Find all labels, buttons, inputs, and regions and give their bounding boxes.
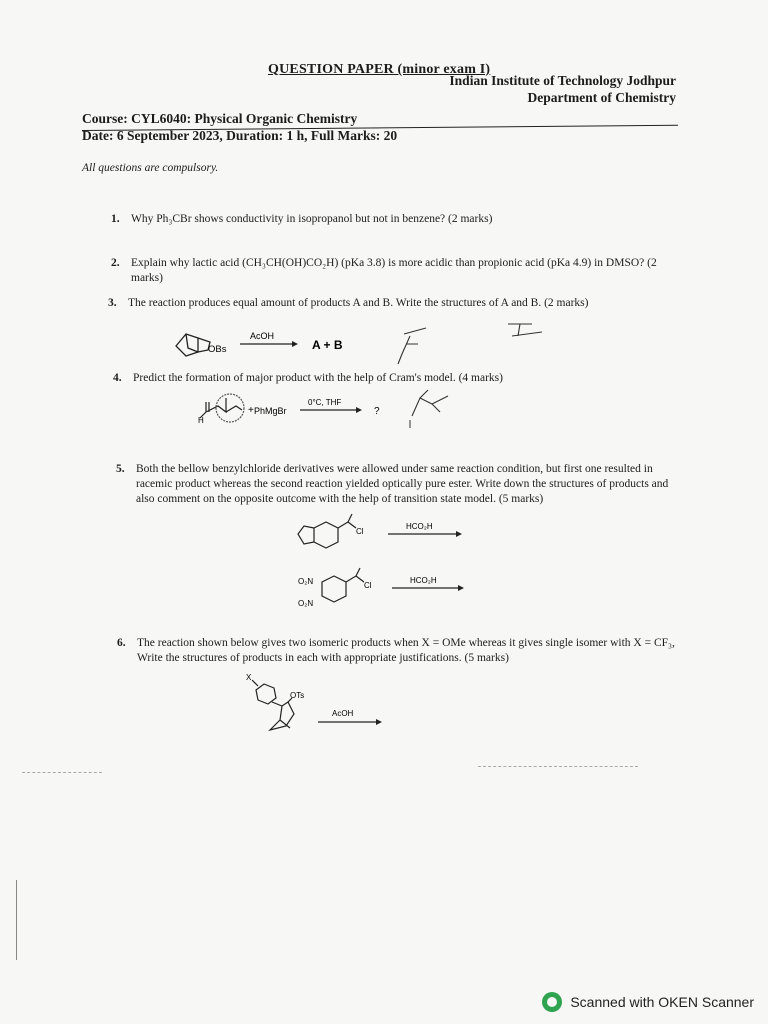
scanner-logo-icon — [542, 992, 562, 1012]
q6-reaction-scheme — [246, 672, 386, 740]
aldehyde-structure — [200, 394, 244, 422]
handwritten-mark — [508, 324, 542, 336]
products-label: A + B — [312, 338, 343, 352]
question-text: Predict the formation of major product with the help of Cram's model. (4 marks) — [133, 372, 503, 384]
leaving-group-label: OTs — [290, 691, 305, 700]
question-3 — [108, 296, 676, 311]
q3-reaction-scheme — [170, 322, 550, 372]
question-number: 3. — [108, 297, 117, 309]
scan-artifact-edge — [16, 880, 17, 960]
paper-title: QUESTION PAPER (minor exam I) — [268, 62, 491, 77]
scan-artifact-line — [478, 766, 638, 767]
conditions-label: 0°C, THF — [308, 398, 342, 407]
question-number: 5. — [116, 463, 125, 475]
institute-block — [449, 72, 676, 106]
question-2 — [111, 256, 679, 286]
course-line: Course: CYL6040: Physical Organic Chemistry — [82, 111, 358, 126]
handwritten-mark — [412, 390, 448, 416]
handwritten-mark — [398, 328, 426, 364]
scanner-watermark — [542, 992, 754, 1012]
aryl-norbornenyl-structure — [252, 680, 294, 730]
question-text: The reaction shown below gives two isomeric products when X = OMe whereas it gives single isomer with X = CF₃, Write the structures of products in each with appropriate justifications. (5 marks) — [137, 637, 675, 664]
question-number: 6. — [117, 637, 126, 649]
reagent-label: AcOH — [332, 709, 354, 718]
question-text: The reaction produces equal amount of products A and B. Write the structures of A and B. (2 marks) — [128, 297, 589, 309]
question-text: Why Ph₃CBr shows conductivity in isopropanol but not in benzene? (2 marks) — [131, 213, 493, 225]
reagent-label: HCO₂H — [406, 522, 433, 531]
question-number: 2. — [111, 257, 120, 269]
aldehyde-h-label: H — [198, 416, 204, 425]
question-number: 1. — [111, 213, 120, 225]
q5-scheme-b — [296, 566, 476, 612]
svg-text:+: + — [248, 405, 254, 416]
question-6 — [117, 636, 677, 666]
question-5 — [116, 462, 676, 507]
date-line: Date: 6 September 2023, Duration: 1 h, Full Marks: 20 — [82, 128, 398, 143]
x-substituent-label: X — [246, 673, 252, 682]
department-name: Department of Chemistry — [527, 90, 676, 105]
nitro-label: O₂N — [298, 599, 314, 608]
instructions: All questions are compulsory. — [82, 162, 219, 174]
norbornene-structure — [176, 334, 210, 356]
q5-scheme-a — [296, 512, 476, 556]
nitro-label: O₂N — [298, 577, 314, 586]
question-text: Explain why lactic acid (CH₃CH(OH)CO₂H) (pKa 3.8) is more acidic than propionic acid (pKa 4.9) in DMSO? (2 marks) — [131, 257, 657, 284]
product-label: ? — [374, 406, 380, 417]
grignard-label: PhMgBr — [254, 406, 287, 416]
question-number: 4. — [113, 372, 122, 384]
dinitrobenzyl-structure — [322, 568, 364, 602]
benzodioxole-structure — [298, 514, 356, 548]
question-1 — [111, 212, 676, 227]
leaving-group-label: OBs — [208, 344, 227, 355]
reagent-label: HCO₂H — [410, 576, 437, 585]
chloride-label: Cl — [356, 527, 364, 536]
institute-name: Indian Institute of Technology Jodhpur — [449, 73, 676, 88]
question-4 — [113, 371, 678, 386]
reagent-label: AcOH — [250, 331, 275, 341]
chloride-label: Cl — [364, 581, 372, 590]
scanner-text: Scanned with OKEN Scanner — [570, 994, 754, 1010]
question-text: Both the bellow benzylchloride derivatives were allowed under same reaction condition, but first one resulted in racemic product whereas the second reaction yielded optically pure ester. Write down the structures of products and also comment on the opposite outcome with the help of transition state model. (5 marks) — [136, 463, 669, 505]
q4-reaction-scheme — [196, 388, 496, 438]
scan-artifact-line — [22, 772, 102, 773]
